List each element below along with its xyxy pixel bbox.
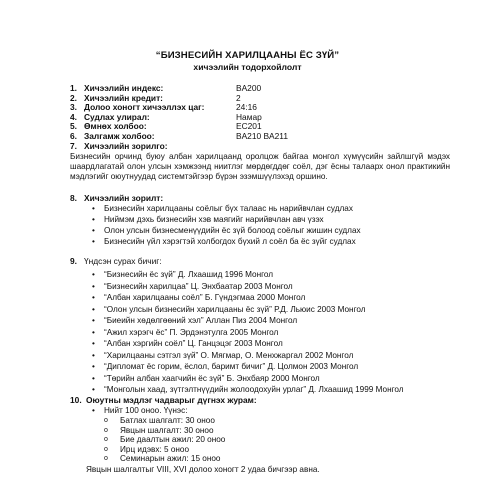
textbook-item: • “Харилцааны сэтгэл зүй” О. Мягмар, О. Менхжаргал 2002 Монгол [104, 351, 353, 361]
objective-item: • Бизнесийн үйл хэрэгтэй холбогдох бүхий л соёл ба ёс зүйг судлах [104, 237, 356, 247]
field-number: 3. [70, 102, 77, 113]
section-textbooks-heading [70, 257, 162, 267]
section-label: Хичээлийн зорилго: [84, 140, 168, 151]
textbook-item: • “Бизнесийн ёс зүй” Д. Лхаашид 1996 Монгол [104, 270, 273, 280]
field-value: BA210 BA211 [236, 131, 288, 141]
field-value: BA200 [236, 83, 262, 93]
field-label: Хичээлийн кредит: [84, 92, 163, 103]
field-label: Долоо хоногт хичээллэх цаг: [84, 102, 205, 113]
section-goal-heading [70, 142, 168, 152]
field-label: Залгамж холбоо: [84, 131, 155, 141]
section-assessment-heading [70, 396, 257, 406]
field-label: Өмнөх холбоо: [84, 121, 147, 132]
field-value: 2 [236, 92, 241, 103]
textbook-item: • “Бизнесийн харилцаа” Ц. Энхбаатар 2003 Монгол [104, 282, 293, 292]
field-label: Судлах улирал: [84, 111, 150, 122]
field-value: Намар [236, 111, 262, 122]
section-label: Хичээлийн зорилт: [84, 193, 164, 203]
objective-item: • Бизнесийн харилцааны соёлыг бүх талаас нь нарийвчлан судлах [104, 204, 353, 214]
textbook-item: • “Дипломат ёс горим, ёслол, баримт бичиг” Д. Цолмон 2003 Монгол [104, 362, 358, 372]
textbook-item: • “Албан харилцааны соёл” Б. Гүндэгмаа 2000 Монгол [104, 293, 305, 303]
section-goal-text: Бизнесийн орчинд буюу албан харилцаанд оролцож байгаа монгол хүмүүсийн зайлшгүй мэдэх шаардлагатай олон улсын хэмжээнд ниитлэг мөрдөгддөг соёл, дэг ёсны талаарх онол практикийн мэдлэгийг оюутнуудад системтэйгээр бүрэн эзэмшүүлэхэд оршино. [70, 152, 450, 181]
textbook-item: • “Төрийн албан хаагчийн ёс зүй” Б. Энхбаяр 2000 Монгол [104, 374, 320, 384]
objective-item: • Олон улсын бизнесменүүдийн ёс зүй болоод соёлыг жишин судлах [104, 226, 361, 236]
assessment-note: Явцын шалгалтыг VIII, XVI долоо хоногт 2 удаа бичгээр авна. [86, 465, 320, 474]
assessment-total: • Нийт 100 оноо. Үүнэс: [104, 406, 187, 416]
field-label: Хичээлийн индекс: [84, 83, 164, 93]
assessment-item: o Бие даалтын ажил: 20 оноо [120, 435, 225, 445]
document-subtitle: хичээлийн тодорхойлолт [193, 62, 302, 72]
field-number: 1. [70, 83, 77, 93]
section-number: 8. [70, 193, 77, 203]
textbook-item: • “Ажил хэрэгч ёс” П. Эрдэнэтулга 2005 Монгол [104, 328, 278, 338]
objective-item: • Ниймэм дэхь бизнесийн хэв маягийг нарийвчлан авч үзэх [104, 215, 324, 225]
assessment-item: o Семинарын ажил: 15 оноо [120, 454, 220, 464]
textbook-item: • “Биеийн хөдөлгөөний хэл” Аллан Пиз 2004 Монгол [104, 316, 297, 326]
textbook-item: • “Албан хэргийн соёл” Ц. Ганцэцэг 2003 Монгол [104, 339, 283, 349]
assessment-item: o Ирц идэвх: 5 оноо [120, 445, 189, 455]
textbook-item: • “Монголын хаад, зүтгэлтнүүдийн жолоодохуйн урлаг” Д. Лхаашид 1999 Монгол [104, 385, 404, 395]
section-number: 10. [70, 395, 82, 405]
section-number: 7. [70, 140, 77, 151]
document-title: “БИЗНЕСИЙН ХАРИЛЦААНЫ ЁС ЗҮЙ” [155, 50, 340, 61]
field-number: 2. [70, 92, 77, 103]
section-label: Үндсэн сурах бичиг: [84, 256, 162, 266]
section-label: Оюутны мэдлэг чадварыг дүгнэх журам: [86, 395, 257, 405]
section-objectives-heading [70, 194, 163, 204]
textbook-item: • “Олон улсын бизнесийн харилцааны ёс зүй” Р.Д. Льюис 2003 Монгол [104, 305, 366, 315]
section-number: 9. [70, 256, 77, 266]
field-value: 24:16 [236, 102, 257, 113]
assessment-item: o Батлах шалгалт: 30 оноо [120, 416, 215, 426]
field-number: 6. [70, 131, 77, 141]
assessment-item: o Явцын шалгалт: 30 оноо [120, 426, 214, 436]
field-number: 5. [70, 121, 77, 132]
field-value: EC201 [236, 121, 262, 132]
field-number: 4. [70, 111, 77, 122]
